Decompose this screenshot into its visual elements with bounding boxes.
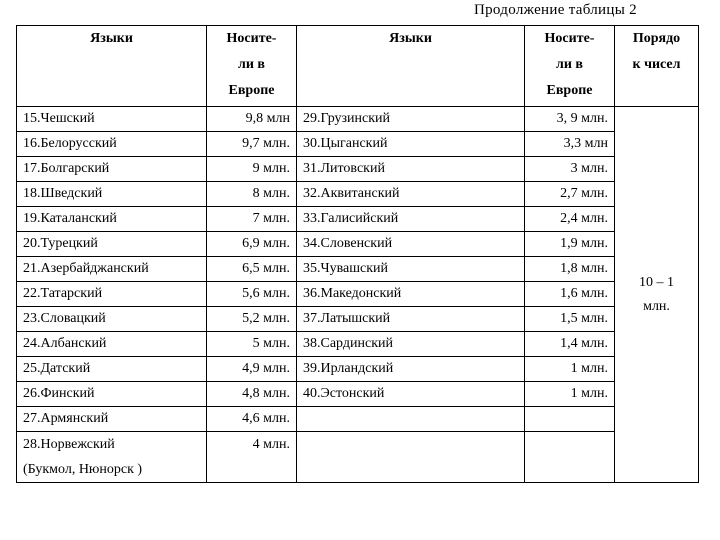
language-cell: 20.Турецкий — [17, 232, 207, 257]
table-row — [17, 107, 699, 132]
language-cell: 22.Татарский — [17, 282, 207, 307]
language-cell: 28.Норвежский (Букмол, Нюнорск ) — [17, 432, 207, 483]
language-cell: 27.Армянский — [17, 407, 207, 432]
language-cell: 26.Финский — [17, 382, 207, 407]
language-cell: 19.Каталанский — [17, 207, 207, 232]
languages-table — [16, 25, 699, 483]
language-cell: 23.Словацкий — [17, 307, 207, 332]
language-cell: 21.Азербайджанский — [17, 257, 207, 282]
header-languages-2: Языки — [297, 26, 525, 107]
language-cell: 40.Эстонский — [297, 382, 525, 407]
language-cell: 24.Албанский — [17, 332, 207, 357]
table-row — [17, 232, 699, 257]
speakers-cell: 4,9 млн. — [207, 357, 297, 382]
language-cell: 32.Аквитанский — [297, 182, 525, 207]
language-cell: 39.Ирландский — [297, 357, 525, 382]
speakers-cell: 4,8 млн. — [207, 382, 297, 407]
table-row — [17, 332, 699, 357]
speakers-cell — [525, 432, 615, 483]
table-row — [17, 257, 699, 282]
speakers-cell: 1,9 млн. — [525, 232, 615, 257]
speakers-cell: 9,7 млн. — [207, 132, 297, 157]
speakers-cell: 5,2 млн. — [207, 307, 297, 332]
language-cell: 34.Словенский — [297, 232, 525, 257]
table-row — [17, 357, 699, 382]
speakers-cell: 3, 9 млн. — [525, 107, 615, 132]
header-speakers-1: Носите- ли в Европе — [207, 26, 297, 107]
speakers-cell: 9,8 млн — [207, 107, 297, 132]
speakers-cell: 6,5 млн. — [207, 257, 297, 282]
table-row — [17, 407, 699, 432]
language-cell: 18.Шведский — [17, 182, 207, 207]
speakers-cell: 5 млн. — [207, 332, 297, 357]
speakers-cell: 7 млн. — [207, 207, 297, 232]
header-speakers-2: Носите- ли в Европе — [525, 26, 615, 107]
language-cell: 25.Датский — [17, 357, 207, 382]
table-row — [17, 432, 699, 483]
language-cell — [297, 407, 525, 432]
speakers-cell: 2,4 млн. — [525, 207, 615, 232]
language-cell: 38.Сардинский — [297, 332, 525, 357]
speakers-cell: 9 млн. — [207, 157, 297, 182]
speakers-cell: 1,5 млн. — [525, 307, 615, 332]
order-cell: 10 – 1 млн. — [615, 107, 699, 483]
language-cell: 35.Чувашский — [297, 257, 525, 282]
speakers-cell: 1 млн. — [525, 382, 615, 407]
speakers-cell — [525, 407, 615, 432]
table-row — [17, 282, 699, 307]
speakers-cell: 1,8 млн. — [525, 257, 615, 282]
speakers-cell: 8 млн. — [207, 182, 297, 207]
speakers-cell: 4 млн. — [207, 432, 297, 483]
language-note: (Букмол, Нюнорск ) — [23, 462, 143, 477]
language-cell: 15.Чешский — [17, 107, 207, 132]
speakers-cell: 5,6 млн. — [207, 282, 297, 307]
speakers-cell: 1,6 млн. — [525, 282, 615, 307]
language-cell: 16.Белорусский — [17, 132, 207, 157]
speakers-cell: 6,9 млн. — [207, 232, 297, 257]
speakers-cell: 2,7 млн. — [525, 182, 615, 207]
table-row — [17, 307, 699, 332]
language-cell: 29.Грузинский — [297, 107, 525, 132]
language-cell — [297, 432, 525, 483]
header-languages-1: Языки — [17, 26, 207, 107]
speakers-cell: 3,3 млн — [525, 132, 615, 157]
speakers-cell: 1,4 млн. — [525, 332, 615, 357]
header-order: Порядо к чисел — [615, 26, 699, 107]
table-row — [17, 157, 699, 182]
table-caption: Продолжение таблицы 2 — [474, 2, 637, 18]
language-cell: 31.Литовский — [297, 157, 525, 182]
header-row — [17, 26, 699, 107]
language-cell: 30.Цыганский — [297, 132, 525, 157]
table-row — [17, 207, 699, 232]
speakers-cell: 1 млн. — [525, 357, 615, 382]
language-cell: 33.Галисийский — [297, 207, 525, 232]
table-row — [17, 382, 699, 407]
language-cell: 37.Латышский — [297, 307, 525, 332]
language-cell: 36.Македонский — [297, 282, 525, 307]
table-row — [17, 182, 699, 207]
language-cell: 17.Болгарский — [17, 157, 207, 182]
table-row — [17, 132, 699, 157]
speakers-cell: 4,6 млн. — [207, 407, 297, 432]
speakers-cell: 3 млн. — [525, 157, 615, 182]
